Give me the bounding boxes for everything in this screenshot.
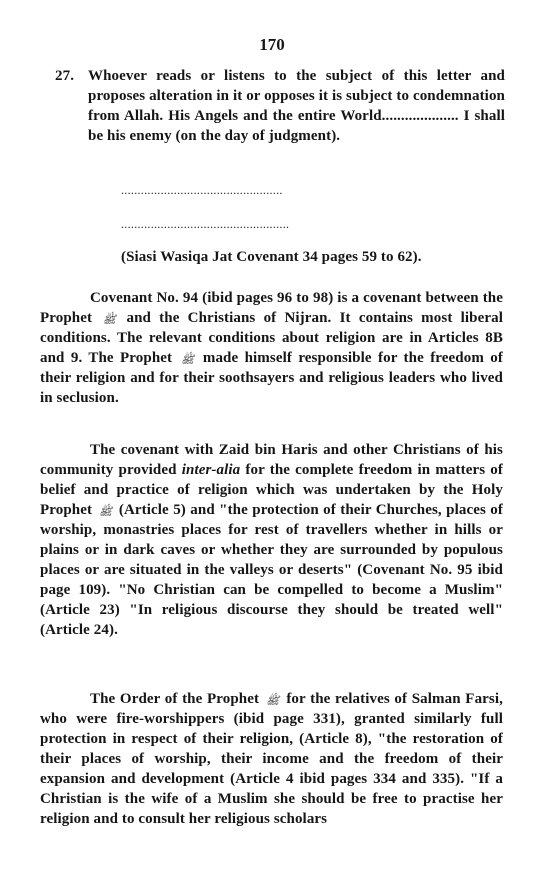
- paragraph-text: for the relatives of Salman Farsi, who were fire-worshippers (ibid page 331), granted similarly full protection in respect of their religion, (Article 8), "the restoration of their places of worship, their income and the freedom of their expansion and development (Article 4 ibid pages 334 and 335). "If a Christian is the wife of a Muslim she should be free to practise her religion and to consult her religious scholars: [40, 691, 503, 827]
- paragraph-covenant-94: [40, 288, 503, 408]
- honorific-glyph: ﷺ: [102, 313, 116, 326]
- honorific-glyph: ﷺ: [266, 694, 280, 707]
- italic-term: inter-alia: [181, 462, 241, 478]
- paragraph-zaid-bin-haris: [40, 440, 503, 640]
- paragraph-text: The covenant with Zaid bin Haris and other Christians of his community provided: [40, 442, 503, 478]
- paragraph-salman-farsi: [40, 689, 503, 829]
- paragraph-text: The Order of the Prophet: [90, 691, 260, 707]
- paragraph-text: Covenant No. 94 (ibid pages 96 to 98) is a covenant between the Prophet: [40, 290, 503, 326]
- numbered-item-27: [55, 66, 505, 146]
- dotted-line: .................................................: [121, 183, 283, 197]
- honorific-glyph: ﷺ: [180, 353, 195, 366]
- item-text: Whoever reads or listens to the subject of this letter and proposes alteration in it or opposes it is subject to condemnation from Allah. His Angels and the entire World.................... I shall be his enemy (on the day of judgment).: [88, 68, 505, 144]
- paragraph-text: made himself responsible for the freedom of their religion and for their soothsayers and religious leaders who lived in seclusion.: [40, 350, 503, 406]
- citation: (Siasi Wasiqa Jat Covenant 34 pages 59 to 62).: [121, 249, 422, 265]
- paragraph-text: for the complete freedom in matters of belief and practice of religion which was undertaken by the Holy Prophet: [40, 462, 503, 518]
- dotted-line: ...................................................: [121, 217, 290, 231]
- paragraph-text: and the Christians of Nijran. It contains most liberal conditions. The relevant conditions about religion are in Articles 8B and 9. The Prophet: [40, 310, 503, 366]
- honorific-glyph: ﷺ: [98, 505, 113, 518]
- paragraph-text: (Article 5) and "the protection of their Churches, places of worship, monastries places for rest of travellers whether in hills or plains or in dark caves or whether they are surrounded by populous places or are situated in the valleys or deserts" (Covenant No. 95 ibid page 109). "No Christian can be compelled to become a Muslim" (Article 23) "In religious discourse they should be treated well" (Article 24).: [40, 502, 503, 638]
- page-number: 170: [259, 35, 285, 54]
- item-number: 27.: [55, 68, 75, 84]
